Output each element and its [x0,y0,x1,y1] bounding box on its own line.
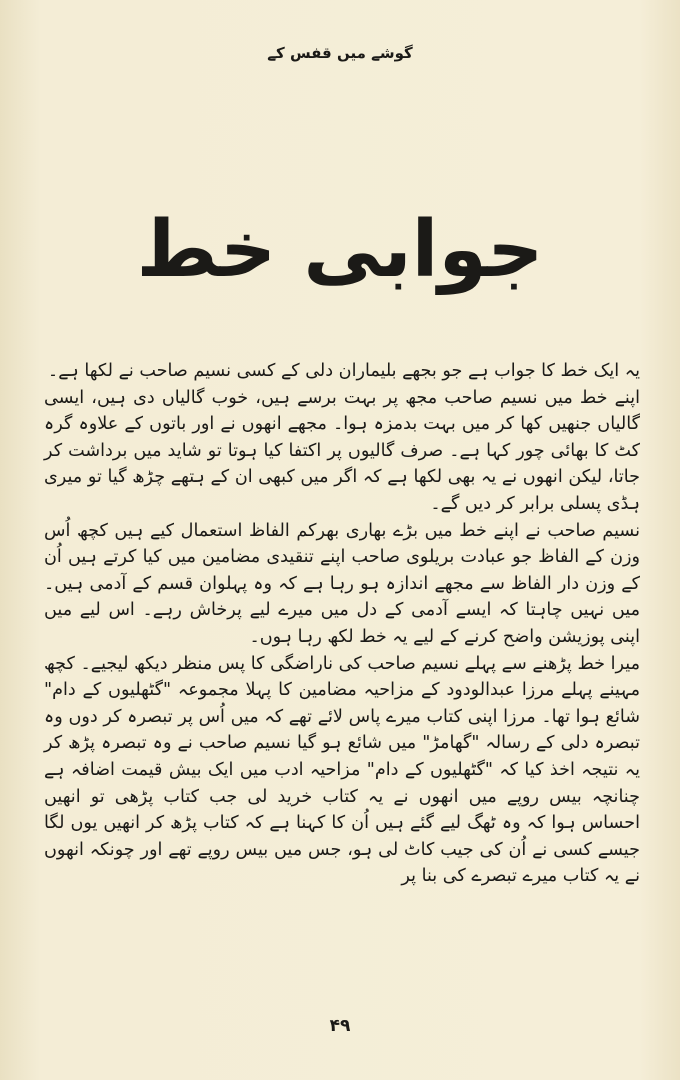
paragraph-4: میرا خط پڑھنے سے پہلے نسیم صاحب کی ناراضگی کا پس منظر دیکھ لیجیے۔ کچھ مہینے پہلے مرزا عبدالودود کے مزاحیہ مضامین کا پہلا مجموعہ "گٹھلیوں کے دام" شائع ہوا تھا۔ مرزا اپنی کتاب میرے پاس لائے تھے کہ میں اُس پر تبصرہ کر دوں وہ تبصرہ دلی کے رسالہ "گھامڑ" میں شائع ہو گیا نسیم صاحب نے وہ تبصرہ پڑھ کر یہ نتیجہ اخذ کیا کہ "گٹھلیوں کے دام" مزاحیہ ادب میں ایک بیش قیمت اضافہ ہے چنانچہ بیس روپے میں انھوں نے یہ کتاب خرید لی جب کتاب پڑھی تو انھیں احساس ہوا کہ وہ ٹھگ لیے گئے ہیں اُن کا کہنا ہے کہ کتاب پڑھ کر انھیں یوں لگا جیسے کسی نے اُن کی جیب کاٹ لی ہو، جس میں بیس روپے تھے اور چونکہ انھوں نے یہ کتاب میرے تبصرے کی بنا پر [44,653,640,887]
chapter-title: جوابی خط [136,205,544,295]
running-header: گوشے میں قفس کے [267,44,413,62]
page-number: ۴۹ [329,1016,351,1036]
paragraph-3: نسیم صاحب نے اپنے خط میں بڑے بھاری بھرکم الفاظ استعمال کیے ہیں کچھ اُس وزن کے الفاظ جو عبادت بریلوی صاحب اپنے تنقیدی مضامین میں کیا کرتے ہیں اُن کے وزن دار الفاظ سے مجھے اندازہ ہو رہا ہے کہ وہ پہلوان قسم کے آدمی ہیں۔ میں نہیں چاہتا کہ ایسے آدمی کے دل میں میرے لیے پرخاش رہے۔ اس لیے میں اپنی پوزیشن واضح کرنے کے لیے یہ خط لکھ رہا ہوں۔ [44,520,640,647]
article-body [44,358,640,890]
paragraph-2: اپنے خط میں نسیم صاحب مجھ پر بہت برسے ہیں، خوب گالیاں دی ہیں، ایسی گالیاں جنھیں کھا کر میں بہت بدمزہ ہوا۔ مجھے انھوں نے اور باتوں کے علاوہ گرہ کٹ کا بھائی چور کہا ہے۔ صرف گالیوں پر اکتفا کیا ہوتا تو شاید میں برداشت کر جاتا، لیکن انھوں نے یہ بھی لکھا ہے کہ اگر میں کبھی ان کے ہتھے چڑھ گیا تو میری ہڈی پسلی برابر کر دیں گے۔ [44,387,640,514]
paragraph-1: یہ ایک خط کا جواب ہے جو بجھے بلیماران دلی کے کسی نسیم صاحب نے لکھا ہے۔ [47,361,640,381]
